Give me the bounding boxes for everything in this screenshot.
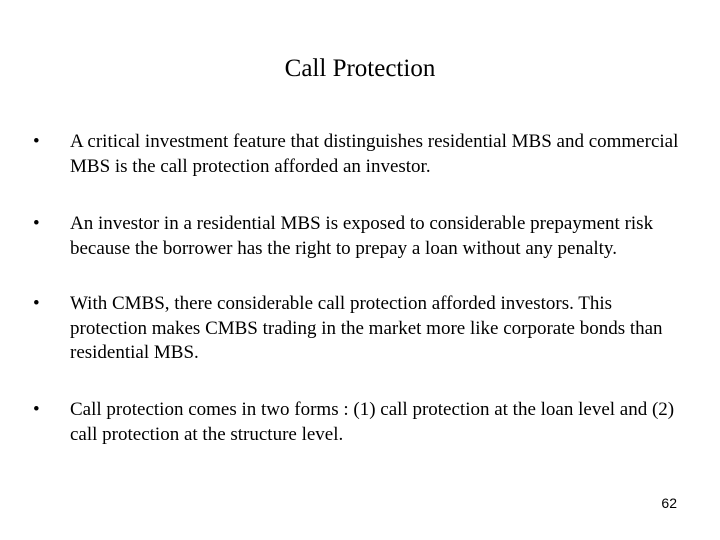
bullet-item — [33, 212, 693, 261]
bullet-marker: • — [33, 213, 40, 234]
bullet-marker: • — [33, 293, 40, 314]
slide-title: Call Protection — [284, 55, 436, 82]
bullet-item — [33, 292, 693, 366]
bullet-text: Call protection comes in two forms : (1) call protection at the loan level and (2) call protection at the structure level. — [70, 399, 675, 445]
bullet-marker: • — [33, 131, 40, 152]
bullet-text: A critical investment feature that distinguishes residential MBS and commercial MBS is the call protection afforded an investor. — [70, 131, 679, 177]
bullet-item — [33, 130, 693, 179]
bullet-marker: • — [33, 399, 40, 420]
bullet-text: An investor in a residential MBS is exposed to considerable prepayment risk because the borrower has the right to prepay a loan without any penalty. — [70, 213, 654, 259]
bullet-item — [33, 398, 693, 447]
bullet-text: With CMBS, there considerable call protection afforded investors. This protection makes CMBS trading in the market more like corporate bonds than residential MBS. — [70, 293, 663, 363]
page-number: 62 — [661, 495, 677, 511]
